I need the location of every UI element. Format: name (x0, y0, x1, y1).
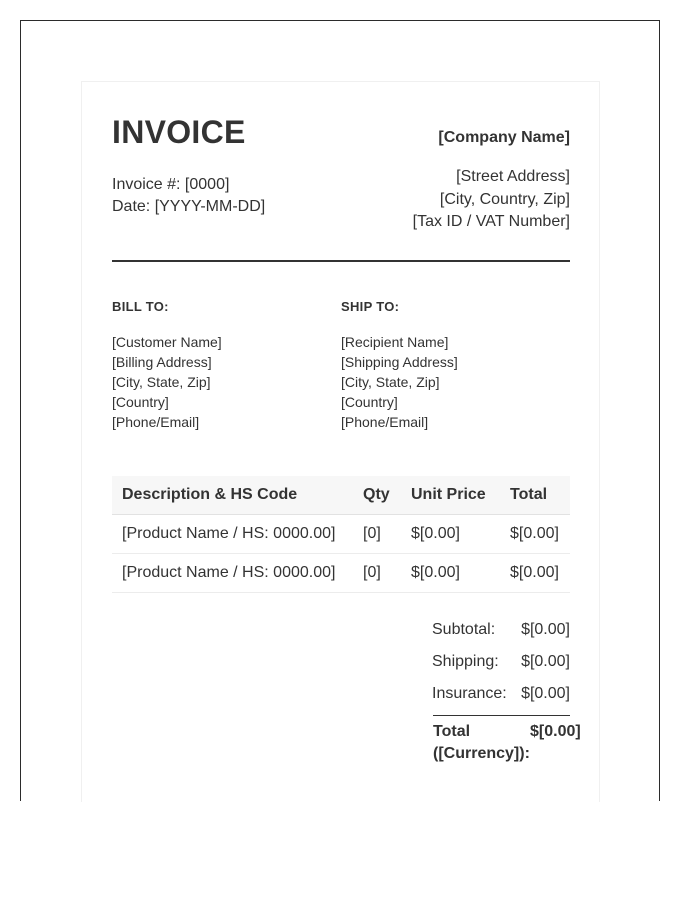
ship-to-line: [City, State, Zip] (341, 374, 440, 390)
bill-to-lines (112, 332, 222, 432)
cell-unit-price: $[0.00] (401, 515, 500, 554)
invoice-date: Date: [YYYY-MM-DD] (112, 198, 266, 215)
ship-to-section (341, 299, 458, 432)
company-street: [Street Address] (456, 168, 570, 185)
bill-to-line: [Country] (112, 394, 169, 410)
ship-to-line: [Recipient Name] (341, 334, 449, 350)
table-row (112, 515, 570, 554)
grand-total-label-line: ([Currency]): (433, 745, 530, 762)
insurance-label: Insurance: (432, 685, 507, 702)
ship-to-heading: SHIP TO: (341, 299, 400, 314)
totals-summary (432, 618, 572, 714)
invoice-meta (112, 174, 265, 218)
insurance-value: $[0.00] (521, 685, 570, 702)
cell-total: $[0.00] (500, 554, 570, 593)
cell-description: [Product Name / HS: 0000.00] (112, 515, 353, 554)
table-header-row (112, 476, 570, 515)
insurance-row (432, 682, 572, 714)
subtotal-value: $[0.00] (521, 621, 570, 638)
company-address (413, 166, 570, 234)
bill-to-line: [Customer Name] (112, 334, 222, 350)
cell-qty: [0] (353, 554, 401, 593)
header-divider (112, 260, 570, 262)
table-row (112, 554, 570, 593)
invoice-title: INVOICE (112, 114, 246, 150)
column-header-total: Total (500, 476, 570, 515)
bill-to-heading: BILL TO: (112, 299, 169, 314)
bill-to-line: [City, State, Zip] (112, 374, 211, 390)
items-table (112, 476, 570, 593)
bill-to-line: [Phone/Email] (112, 414, 200, 430)
subtotal-label: Subtotal: (432, 621, 496, 638)
subtotal-row (432, 618, 572, 650)
company-name: [Company Name] (438, 129, 570, 146)
cell-total: $[0.00] (500, 515, 570, 554)
shipping-value: $[0.00] (521, 653, 570, 670)
bill-to-section (112, 299, 222, 432)
ship-to-line: [Country] (341, 394, 398, 410)
cell-qty: [0] (353, 515, 401, 554)
grand-total-label (433, 721, 543, 765)
ship-to-lines (341, 332, 458, 432)
column-header-qty: Qty (353, 476, 401, 515)
column-header-description: Description & HS Code (112, 476, 353, 515)
bill-to-line: [Billing Address] (112, 354, 212, 370)
column-header-unit-price: Unit Price (401, 476, 500, 515)
shipping-label: Shipping: (432, 653, 499, 670)
cell-description: [Product Name / HS: 0000.00] (112, 554, 353, 593)
shipping-row (432, 650, 572, 682)
invoice-number: Invoice #: [0000] (112, 176, 230, 193)
grand-total-value: $[0.00] (530, 723, 581, 740)
company-tax-id: [Tax ID / VAT Number] (412, 213, 570, 230)
grand-total-divider (433, 715, 570, 716)
grand-total-label-line: Total (433, 723, 471, 740)
cell-unit-price: $[0.00] (401, 554, 500, 593)
company-city: [City, Country, Zip] (439, 190, 570, 208)
ship-to-line: [Shipping Address] (341, 354, 458, 370)
ship-to-line: [Phone/Email] (341, 414, 429, 430)
